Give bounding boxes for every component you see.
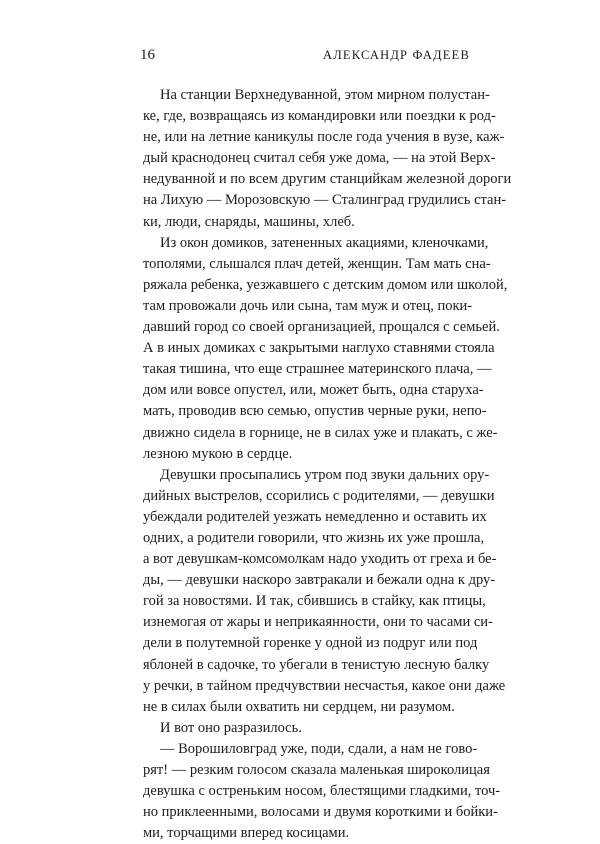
text-line: дийных выстрелов, ссорились с родителями, — девушки	[143, 487, 495, 504]
text-line: ки, люди, снаряды, машины, хлеб.	[143, 213, 355, 230]
text-line: давший город со своей организацией, прощался с семьей.	[143, 319, 500, 336]
text-line: рят! — резким голосом сказала маленькая широколицая	[143, 762, 490, 778]
text-line: лезною мукою в сердце.	[143, 445, 293, 462]
text-line: движно сидела в горнице, не в силах уже и плакать, с же-	[143, 424, 498, 441]
paragraph	[143, 739, 501, 844]
text-line: Из окон домиков, затененных акациями, кленочками,	[160, 234, 489, 251]
body-text	[143, 85, 512, 844]
text-line: — Ворошиловград уже, поди, сдали, а нам не гово-	[160, 740, 478, 757]
text-line: убеждали родителей уезжать немедленно и оставить их	[143, 508, 487, 525]
text-line: На станции Верхнедуванной, этом мирном полустан-	[160, 87, 490, 103]
text-line: у речки, в тайном предчувствии несчастья, какое они даже	[143, 677, 506, 694]
text-line: не в силах были охватить ни сердцем, ни разумом.	[143, 698, 455, 715]
text-line: а вот девушкам-комсомолкам надо уходить от греха и бе-	[143, 551, 497, 568]
text-line: но приклеенными, волосами и двумя короткими и бойки-	[143, 804, 498, 821]
text-line: такая тишина, что еще страшнее материнского плача, —	[143, 361, 492, 378]
page-number: 16	[140, 47, 155, 63]
text-line: ряжала ребенка, уезжавшего с детским домом или школой,	[143, 276, 508, 293]
text-line: Девушки просыпались утром под звуки дальних ору-	[160, 466, 490, 483]
paragraph	[143, 233, 508, 465]
text-line: ми, торчащими вперед косицами.	[143, 825, 350, 842]
text-line: ды, — девушки наскоро завтракали и бежали одна к дру-	[143, 572, 496, 589]
text-line: ке, где, возвращаясь из командировки или поездки к род-	[143, 108, 496, 125]
text-line: одних, а родители говорили, что жизнь их уже прошла,	[143, 529, 485, 546]
text-line: И вот оно разразилось.	[160, 719, 302, 736]
text-line: дом или вовсе опустел, или, может быть, одна старуха-	[143, 382, 484, 399]
text-line: тополями, слышался плач детей, женщин. Там мать сна-	[143, 255, 491, 272]
page-header	[140, 45, 470, 67]
paragraph	[143, 718, 465, 739]
text-line: яблоней в садочке, то убегали в тенистую лесную балку	[143, 656, 490, 673]
text-line: недуванной и по всем другим станцийкам железной дороги	[143, 171, 512, 188]
text-line: изнемогая от жары и неприкаянности, они то часами си-	[143, 614, 493, 631]
text-line: там провожали дочь или сына, там муж и отец, поки-	[143, 297, 473, 314]
text-line: не, или на летние каникулы после года учения в вузе, каж-	[143, 129, 505, 146]
text-line: мать, проводив всю семью, опустив черные руки, непо-	[143, 403, 487, 420]
text-line: дый краснодонец считал себя уже дома, — на этой Верх-	[143, 150, 496, 167]
paragraph	[143, 465, 506, 718]
paragraph	[143, 85, 512, 233]
text-line: на Лихую — Морозовскую — Сталинград грудились стан-	[143, 192, 507, 209]
text-line: гой за новостями. И так, сбившись в стайку, как птицы,	[143, 593, 486, 610]
text-line: девушка с остреньким носом, блестящими гладкими, точ-	[143, 783, 501, 800]
text-line: дели в полутемной горенке у одной из подруг или под	[143, 635, 478, 652]
running-head-author: АЛЕКСАНДР ФАДЕЕВ	[323, 48, 470, 62]
text-line: А в иных домиках с закрытыми наглухо ставнями стояла	[143, 340, 495, 357]
